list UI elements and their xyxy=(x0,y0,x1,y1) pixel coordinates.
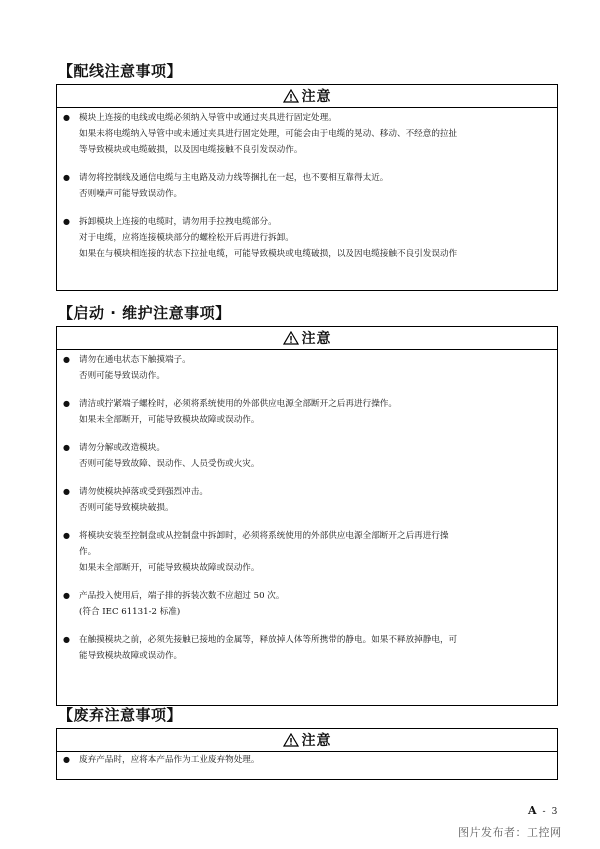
page-number-value: 3 xyxy=(551,807,558,817)
item-text: 如果未全部断开，可能导致模块故障或误动作。 xyxy=(79,415,260,425)
list-item xyxy=(63,352,549,384)
startup-section xyxy=(56,304,558,706)
warning-icon xyxy=(283,733,299,747)
startup-heading: 【启动 · 维护注意事项】 xyxy=(58,304,231,322)
bullet-icon: ● xyxy=(63,487,70,496)
list-item xyxy=(63,214,549,262)
wiring-caution-box xyxy=(56,84,558,291)
list-item xyxy=(63,110,549,158)
bullet-icon: ● xyxy=(63,443,70,452)
warning-icon xyxy=(283,89,299,103)
item-text: 在触摸模块之前，必须先接触已接地的金属等，释放掉人体等所携带的静电。如果不释放掉静电，可 xyxy=(79,635,458,645)
item-text: 否则可能导致故障、误动作、人员受伤或火灾。 xyxy=(79,459,260,469)
bullet-icon: ● xyxy=(63,635,70,644)
bullet-icon: ● xyxy=(63,399,70,408)
item-text: 作。 xyxy=(79,547,97,557)
bullet-icon: ● xyxy=(63,755,70,764)
item-text: 否则可能导致模块破损。 xyxy=(79,503,174,513)
item-text: 请勿将控制线及通信电缆与主电路及动力线等捆扎在一起，也不要相互靠得太近。 xyxy=(79,173,389,183)
bullet-icon: ● xyxy=(63,531,70,540)
list-item xyxy=(63,528,549,576)
item-text: 拆卸模块上连接的电缆时，请勿用手拉拽电缆部分。 xyxy=(79,217,277,227)
list-item xyxy=(63,170,549,202)
page-letter: A xyxy=(528,804,537,817)
item-text: 废弃产品时，应将本产品作为工业废弃物处理。 xyxy=(79,755,260,765)
list-item xyxy=(63,396,549,428)
caution-label: 注意 xyxy=(301,89,332,105)
item-text: 否则噪声可能导致误动作。 xyxy=(79,189,183,199)
caution-label: 注意 xyxy=(301,331,332,347)
caution-title xyxy=(57,327,557,350)
startup-items xyxy=(57,350,557,670)
bullet-icon: ● xyxy=(63,217,70,226)
list-item xyxy=(63,752,549,768)
item-text: 请勿使模块掉落或受到强烈冲击。 xyxy=(79,487,208,497)
disposal-section xyxy=(56,706,558,780)
item-text: 请勿在通电状态下触摸端子。 xyxy=(79,355,191,365)
item-text: 如果在与模块相连接的状态下拉扯电缆，可能导致模块或电缆破损，以及因电缆接触不良引发误动作 xyxy=(79,249,458,259)
bullet-icon: ● xyxy=(63,113,70,122)
item-text: (符合 IEC 61131-2 标准) xyxy=(79,607,181,617)
bullet-icon: ● xyxy=(63,173,70,182)
wiring-section xyxy=(56,62,558,291)
list-item xyxy=(63,588,549,620)
wiring-heading: 【配线注意事项】 xyxy=(58,62,183,80)
item-text: 如果未全部断开，可能导致模块故障或误动作。 xyxy=(79,563,260,573)
item-text: 等导致模块或电缆破损，以及因电缆接触不良引发误动作。 xyxy=(79,145,303,155)
disposal-items xyxy=(57,752,557,774)
item-text: 如果未将电缆纳入导管中或未通过夹具进行固定处理，可能会由于电缆的晃动、移动、不经意的拉扯 xyxy=(79,129,458,139)
page-number xyxy=(528,804,557,817)
item-text: 清洁或拧紧端子螺栓时，必须将系统使用的外部供应电源全部断开之后再进行操作。 xyxy=(79,399,397,409)
list-item xyxy=(63,484,549,516)
wiring-items xyxy=(57,108,557,268)
item-text: 能导致模块故障或误动作。 xyxy=(79,651,183,661)
item-text: 将模块安装至控制盘或从控制盘中拆卸时，必须将系统使用的外部供应电源全部断开之后再进行操 xyxy=(79,531,449,541)
caution-title xyxy=(57,85,557,108)
watermark: 图片发布者：工控网 xyxy=(458,826,562,839)
disposal-caution-box xyxy=(56,728,558,780)
list-item xyxy=(63,440,549,472)
list-item xyxy=(63,632,549,664)
item-text: 否则可能导致误动作。 xyxy=(79,371,165,381)
disposal-heading: 【废弃注意事项】 xyxy=(58,706,183,724)
bullet-icon: ● xyxy=(63,591,70,600)
item-text: 产品投入使用后，端子排的拆装次数不应超过 50 次。 xyxy=(79,591,285,601)
caution-title xyxy=(57,729,557,752)
warning-icon xyxy=(283,331,299,345)
item-text: 对于电缆，应将连接模块部分的螺栓松开后再进行拆卸。 xyxy=(79,233,294,243)
page-separator: - xyxy=(542,807,546,817)
bullet-icon: ● xyxy=(63,355,70,364)
item-text: 模块上连接的电线或电缆必须纳入导管中或通过夹具进行固定处理。 xyxy=(79,113,337,123)
caution-label: 注意 xyxy=(301,733,332,749)
startup-caution-box xyxy=(56,326,558,706)
item-text: 请勿分解或改造模块。 xyxy=(79,443,165,453)
